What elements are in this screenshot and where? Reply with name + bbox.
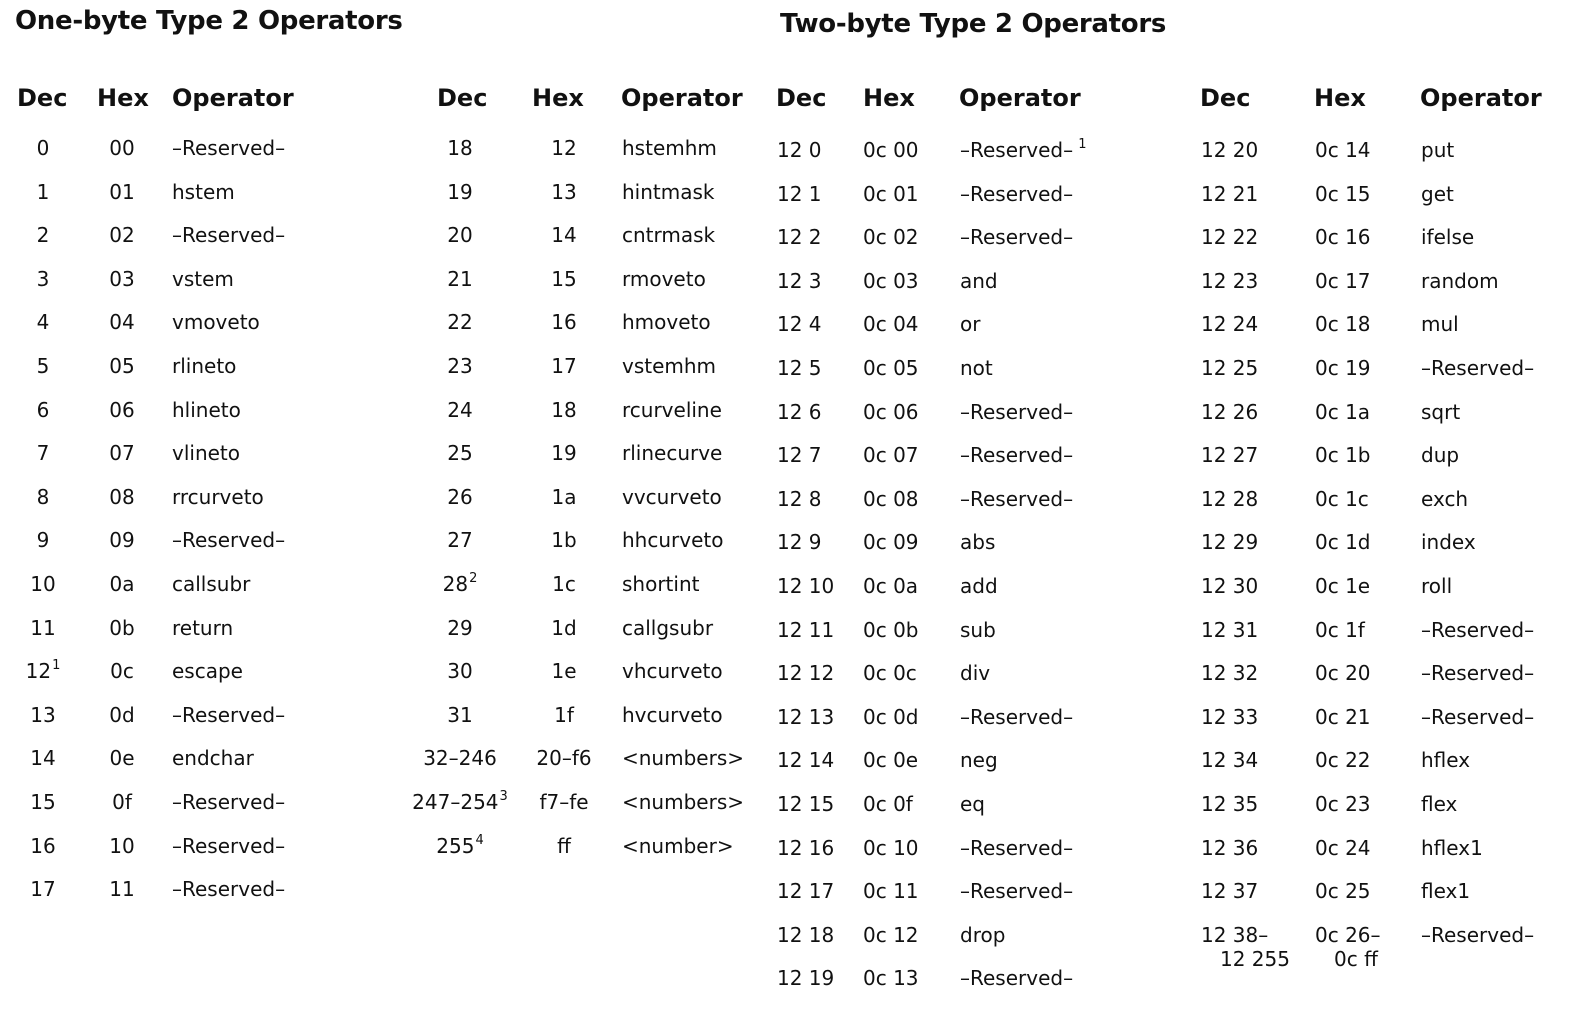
- operator-cell: return: [172, 615, 234, 640]
- hex-cell: 09: [109, 528, 135, 553]
- hex-cell: 05: [109, 354, 135, 378]
- operator-cell: neg: [960, 748, 998, 773]
- hex-cell: 0c 19: [1315, 356, 1371, 380]
- dec-cell: 12 7: [777, 443, 822, 468]
- dec-cell: 12 1: [777, 181, 822, 206]
- operator-cell: –Reserved–: [172, 790, 286, 814]
- operator-cell: –Reserved– $^1$: [960, 137, 1087, 162]
- operator-cell: –Reserved–: [960, 704, 1074, 729]
- operator-cell: hflex: [1421, 748, 1471, 773]
- hex-cell: 11: [109, 877, 135, 902]
- header-dec: Dec: [1200, 84, 1251, 112]
- header-hex: Hex: [863, 84, 915, 112]
- header-operator: Operator: [959, 84, 1081, 112]
- operator-cell: –Reserved–: [960, 879, 1074, 904]
- operator-cell: rrcurveto: [172, 484, 264, 509]
- hex-cell: 12: [551, 136, 577, 160]
- hex-cell: 0c 24: [1315, 835, 1371, 860]
- dec-cell: 3: [36, 266, 50, 291]
- dec-cell: 19: [447, 179, 473, 204]
- hex-cell: 0c 01: [863, 181, 919, 206]
- operator-cell: flex1: [1421, 879, 1471, 904]
- dec-cell: 12 27: [1201, 443, 1259, 468]
- hex-cell: 0c 0d: [863, 704, 919, 729]
- operator-cell: and: [960, 268, 998, 293]
- dec-cell: 7: [36, 441, 50, 466]
- hex-cell: 0c 0b: [863, 617, 919, 642]
- operator-cell: –Reserved–: [172, 702, 286, 727]
- dec-cell: 12 33: [1201, 704, 1259, 729]
- dec-cell: 12 14: [777, 748, 835, 773]
- dec-cell: 17: [30, 877, 56, 902]
- operator-cell: roll: [1421, 574, 1453, 598]
- dec-cell: 32–246: [423, 746, 497, 771]
- hex-cell: 0c 0c: [863, 661, 917, 686]
- hex-cell: 0c 26–: [1315, 922, 1381, 947]
- dec-cell: 13: [30, 702, 56, 727]
- dec-cell: 12 30: [1201, 574, 1259, 598]
- dec-cell: 12 28: [1201, 486, 1259, 511]
- one-byte-title: One-byte Type 2 Operators: [15, 6, 403, 36]
- dec-cell: 12 8: [777, 486, 822, 511]
- dec-cell: 16: [30, 833, 56, 858]
- operator-cell: hhcurveto: [622, 528, 724, 553]
- hex-cell: 0c 1b: [1315, 443, 1371, 468]
- dec-cell: 12 11: [777, 617, 835, 642]
- dec-cell: 18: [447, 136, 473, 160]
- operator-cell: –Reserved–: [1421, 617, 1535, 642]
- dec-cell: 12 17: [777, 879, 835, 904]
- hex-cell: 02: [109, 223, 135, 248]
- hex-cell: 0c 05: [863, 356, 919, 380]
- hex-cell: 0a: [109, 572, 135, 596]
- operator-cell: random: [1421, 268, 1499, 293]
- operator-cell: sqrt: [1421, 399, 1461, 424]
- hex-cell: 15: [551, 266, 577, 291]
- dec-cell: 12 24: [1201, 312, 1259, 337]
- hex-cell: 0b: [109, 615, 135, 640]
- dec-cell: 29: [447, 615, 473, 640]
- hex-cell: 0c 00: [863, 138, 919, 162]
- hex-cell: 0c 1c: [1315, 486, 1369, 511]
- hex-cell: 0c 20: [1315, 661, 1371, 686]
- header-dec: Dec: [17, 84, 68, 112]
- dec-cell: 15: [30, 790, 56, 814]
- hex-cell: 1b: [551, 528, 577, 553]
- hex-cell: 0c 06: [863, 399, 919, 424]
- hex-cell: 0c 1e: [1315, 574, 1371, 598]
- hex-cell: 0e: [109, 746, 135, 771]
- dec-cell: 12 34: [1201, 748, 1259, 773]
- hex-cell: 14: [551, 223, 577, 248]
- operator-cell: –Reserved–: [960, 181, 1074, 206]
- hex-cell: 03: [109, 266, 135, 291]
- dec-cell: 12 32: [1201, 661, 1259, 686]
- hex-cell: 0c 07: [863, 443, 919, 468]
- operator-cell: –Reserved–: [172, 528, 286, 553]
- header-dec: Dec: [437, 84, 488, 112]
- operator-cell: or: [960, 312, 981, 337]
- dec-cell: 12 15: [777, 792, 835, 816]
- hex-cell: 0c 03: [863, 268, 919, 293]
- hex-cell: 0c 10: [863, 835, 919, 860]
- operator-cell: eq: [960, 792, 985, 816]
- operator-cell: –Reserved–: [960, 835, 1074, 860]
- dec-cell: 12 35: [1201, 792, 1259, 816]
- operator-cell: –Reserved–: [960, 225, 1074, 250]
- dec-cell: 2: [36, 223, 50, 248]
- hex-cell: f7–fe: [539, 790, 589, 814]
- operator-cell: –Reserved–: [960, 486, 1074, 511]
- hex-cell: 10: [109, 833, 135, 858]
- operator-cell: <numbers>: [622, 790, 744, 814]
- operator-cell: flex: [1421, 792, 1458, 816]
- dec-cell: 12 5: [777, 356, 822, 380]
- hex-cell: 13: [551, 179, 577, 204]
- dec-cell: 12 20: [1201, 138, 1259, 162]
- operator-cell: rlinecurve: [622, 441, 723, 466]
- operator-cell: hintmask: [622, 179, 715, 204]
- dec-cell: 26: [447, 484, 473, 509]
- hex-cell: 0c ff: [1334, 946, 1378, 971]
- operator-cell: shortint: [622, 572, 700, 596]
- dec-cell: 23: [447, 354, 473, 378]
- dec-cell: 12 0: [777, 138, 822, 162]
- operator-cell: cntrmask: [622, 223, 716, 248]
- dec-cell: 12 12: [777, 661, 835, 686]
- hex-cell: 0c 11: [863, 879, 919, 904]
- dec-cell: 1: [36, 179, 50, 204]
- hex-cell: 0f: [112, 790, 132, 814]
- operator-cell: index: [1421, 530, 1476, 555]
- hex-cell: 00: [109, 136, 135, 160]
- dec-cell: $255^4$: [436, 832, 484, 858]
- hex-cell: 0c 0e: [863, 748, 919, 773]
- dec-cell: 30: [447, 659, 473, 684]
- header-hex: Hex: [97, 84, 149, 112]
- dec-cell: 12 26: [1201, 399, 1259, 424]
- dec-cell: 8: [36, 484, 50, 509]
- dec-cell: 12 31: [1201, 617, 1259, 642]
- operator-cell: rlineto: [172, 354, 237, 378]
- hex-cell: 0c 13: [863, 966, 919, 991]
- operator-cell: dup: [1421, 443, 1460, 468]
- hex-cell: 06: [109, 397, 135, 422]
- operator-cell: vhcurveto: [622, 659, 723, 684]
- operator-cell: –Reserved–: [172, 223, 286, 248]
- operator-cell: ifelse: [1421, 225, 1475, 250]
- hex-cell: 0c 04: [863, 312, 919, 337]
- operator-cell: callgsubr: [622, 615, 714, 640]
- dec-cell: 12 255: [1220, 946, 1290, 971]
- dec-cell: 12 21: [1201, 181, 1259, 206]
- hex-cell: 0c 02: [863, 225, 919, 250]
- header-operator: Operator: [172, 84, 294, 112]
- dec-cell: 12 2: [777, 225, 822, 250]
- dec-cell: 5: [36, 354, 50, 378]
- hex-cell: 0c 15: [1315, 181, 1371, 206]
- dec-cell: 27: [447, 528, 473, 553]
- dec-cell: 12 29: [1201, 530, 1259, 555]
- hex-cell: 0c 22: [1315, 748, 1371, 773]
- hex-cell: 20–f6: [536, 746, 592, 771]
- operator-cell: –Reserved–: [172, 833, 286, 858]
- header-hex: Hex: [1314, 84, 1366, 112]
- dec-cell: 14: [30, 746, 56, 771]
- hex-cell: 17: [551, 354, 577, 378]
- operator-cell: –Reserved–: [1421, 922, 1535, 947]
- operator-cell: callsubr: [172, 572, 251, 596]
- operator-cell: put: [1421, 138, 1455, 162]
- operator-cell: hflex1: [1421, 835, 1483, 860]
- operator-cell: rmoveto: [622, 266, 706, 291]
- operator-cell: –Reserved–: [172, 136, 286, 160]
- dec-cell: 12 38–: [1201, 922, 1269, 947]
- operator-cell: hvcurveto: [622, 702, 723, 727]
- dec-cell: 9: [36, 528, 50, 553]
- operator-cell: –Reserved–: [1421, 704, 1535, 729]
- header-hex: Hex: [532, 84, 584, 112]
- hex-cell: 0c 17: [1315, 268, 1371, 293]
- dec-cell: 12 10: [777, 574, 835, 598]
- operator-cell: div: [960, 661, 991, 686]
- hex-cell: 0c 1a: [1315, 399, 1371, 424]
- operator-cell: –Reserved–: [960, 966, 1074, 991]
- hex-cell: ff: [557, 833, 571, 858]
- dec-cell: 12 25: [1201, 356, 1259, 380]
- dec-cell: 12 23: [1201, 268, 1259, 293]
- hex-cell: 1c: [552, 572, 576, 596]
- dec-cell: 25: [447, 441, 473, 466]
- dec-cell: 12 16: [777, 835, 835, 860]
- dec-cell: $28^2$: [442, 571, 478, 596]
- dec-cell: 12 37: [1201, 879, 1259, 904]
- dec-cell: 4: [36, 310, 50, 335]
- dec-cell: 12 22: [1201, 225, 1259, 250]
- operator-cell: hmoveto: [622, 310, 711, 335]
- operator-cell: hstemhm: [622, 136, 717, 160]
- operator-cell: vmoveto: [172, 310, 260, 335]
- hex-cell: 0c: [110, 659, 134, 684]
- hex-cell: 1d: [551, 615, 577, 640]
- operator-cell: not: [960, 356, 993, 380]
- operator-cell: exch: [1421, 486, 1469, 511]
- operator-cell: <number>: [622, 833, 734, 858]
- operator-cell: –Reserved–: [960, 399, 1074, 424]
- operator-cell: escape: [172, 659, 243, 684]
- dec-cell: 12 6: [777, 399, 822, 424]
- operator-cell: rcurveline: [622, 397, 722, 422]
- dec-cell: 0: [36, 136, 50, 160]
- hex-cell: 0c 21: [1315, 704, 1371, 729]
- hex-cell: 0d: [109, 702, 135, 727]
- operator-cell: hstem: [172, 179, 235, 204]
- dec-cell: $247-254^3$: [412, 789, 508, 814]
- hex-cell: 0c 1f: [1315, 617, 1365, 642]
- hex-cell: 0c 0f: [863, 792, 913, 816]
- hex-cell: 19: [551, 441, 577, 466]
- hex-cell: 01: [109, 179, 135, 204]
- hex-cell: 1e: [551, 659, 577, 684]
- dec-cell: 22: [447, 310, 473, 335]
- operator-cell: sub: [960, 617, 996, 642]
- dec-cell: 12 36: [1201, 835, 1259, 860]
- dec-cell: 12 4: [777, 312, 822, 337]
- operator-cell: mul: [1421, 312, 1459, 337]
- operator-cell: –Reserved–: [172, 877, 286, 902]
- hex-cell: 04: [109, 310, 135, 335]
- dec-cell: 12 9: [777, 530, 822, 555]
- operator-cell: –Reserved–: [1421, 661, 1535, 686]
- hex-cell: 08: [109, 484, 135, 509]
- operator-cell: vstem: [172, 266, 234, 291]
- hex-cell: 0c 09: [863, 530, 919, 555]
- hex-cell: 0c 14: [1315, 138, 1371, 162]
- hex-cell: 0c 18: [1315, 312, 1371, 337]
- hex-cell: 18: [551, 397, 577, 422]
- dec-cell: 10: [30, 572, 56, 596]
- hex-cell: 0c 23: [1315, 792, 1371, 816]
- operator-cell: abs: [960, 530, 996, 555]
- operator-cell: <numbers>: [622, 746, 744, 771]
- operator-cell: endchar: [172, 746, 254, 771]
- operator-cell: add: [960, 574, 998, 598]
- operator-cell: vlineto: [172, 441, 241, 466]
- hex-cell: 0c 16: [1315, 225, 1371, 250]
- hex-cell: 07: [109, 441, 135, 466]
- dec-cell: 12 13: [777, 704, 835, 729]
- hex-cell: 0c 1d: [1315, 530, 1371, 555]
- dec-cell: $12^1$: [25, 658, 61, 684]
- hex-cell: 0c 08: [863, 486, 919, 511]
- dec-cell: 31: [447, 702, 473, 727]
- dec-cell: 12 3: [777, 268, 822, 293]
- operator-cell: vvcurveto: [622, 484, 722, 509]
- operator-cell: –Reserved–: [1421, 356, 1535, 380]
- dec-cell: 12 18: [777, 922, 835, 947]
- hex-cell: 1a: [551, 484, 577, 509]
- dec-cell: 20: [447, 223, 473, 248]
- header-operator: Operator: [621, 84, 743, 112]
- dec-cell: 24: [447, 397, 473, 422]
- dec-cell: 11: [30, 615, 56, 640]
- hex-cell: 0c 12: [863, 922, 919, 947]
- two-byte-title: Two-byte Type 2 Operators: [780, 9, 1167, 39]
- hex-cell: 0c 0a: [863, 574, 919, 598]
- dec-cell: 12 19: [777, 966, 835, 991]
- hex-cell: 0c 25: [1315, 879, 1371, 904]
- dec-cell: 21: [447, 266, 473, 291]
- operator-cell: –Reserved–: [960, 443, 1074, 468]
- hex-cell: 1f: [554, 702, 574, 727]
- operator-cell: get: [1421, 181, 1454, 206]
- operator-cell: drop: [960, 922, 1006, 947]
- hex-cell: 16: [551, 310, 577, 335]
- dec-cell: 6: [36, 397, 50, 422]
- header-operator: Operator: [1420, 84, 1542, 112]
- header-dec: Dec: [776, 84, 827, 112]
- operator-cell: hlineto: [172, 397, 241, 422]
- operator-cell: vstemhm: [622, 354, 717, 378]
